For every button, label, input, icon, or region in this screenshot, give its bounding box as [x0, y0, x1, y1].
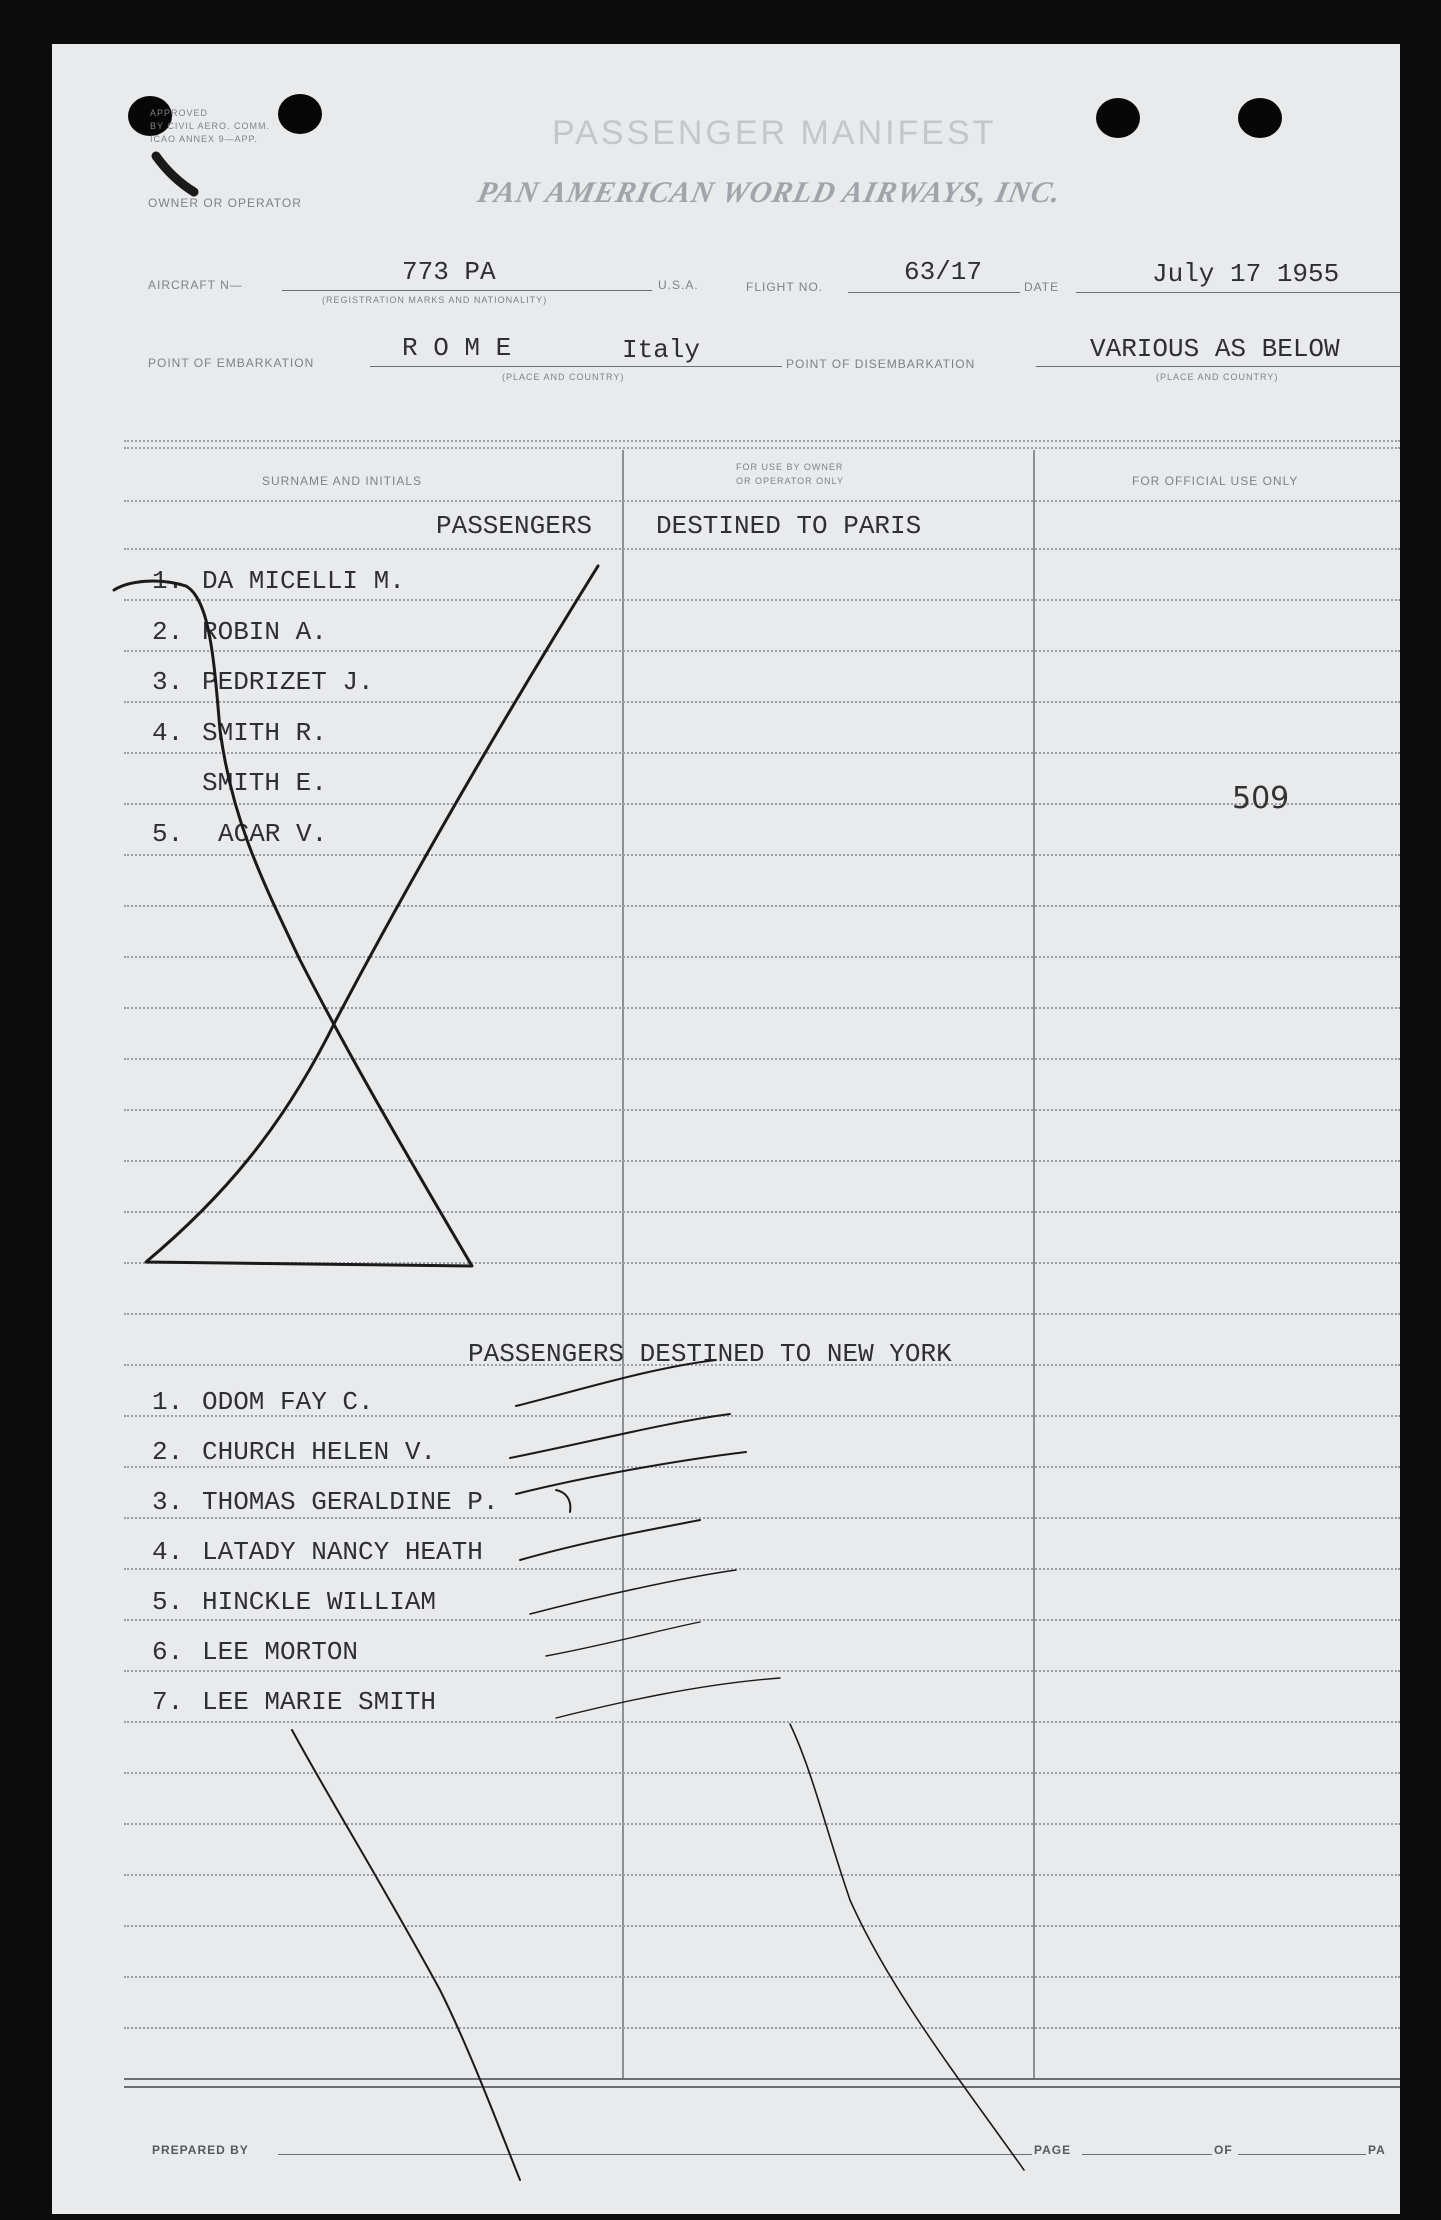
ny-passenger-name: THOMAS GERALDINE P.	[202, 1487, 499, 1517]
approval-line-3: ICAO ANNEX 9—APP.	[150, 134, 258, 144]
ink-smudge	[156, 156, 194, 192]
check-mark	[520, 1520, 700, 1560]
approval-line-2: BY CIVIL AERO. COMM.	[150, 121, 271, 131]
ny-passenger-name: ODOM FAY C.	[202, 1387, 374, 1417]
cross-out-mark	[114, 566, 598, 1266]
prepared-by-label: PREPARED BY	[152, 2143, 249, 2157]
date-value: July 17 1955	[1152, 259, 1340, 289]
check-mark	[546, 1622, 700, 1656]
paris-passenger-num: 3.	[152, 667, 184, 697]
ny-passenger-num: 2.	[152, 1437, 184, 1467]
ny-passenger-name: HINCKLE WILLIAM	[202, 1587, 437, 1617]
check-mark	[556, 1490, 570, 1512]
page-label: PAGE	[1034, 2143, 1072, 2157]
aircraft-label: AIRCRAFT N—	[148, 278, 243, 292]
place-caption: (PLACE AND COUNTRY)	[502, 372, 625, 382]
paris-heading-right: DESTINED TO PARIS	[656, 511, 922, 541]
registration-caption: (REGISTRATION MARKS AND NATIONALITY)	[322, 295, 548, 305]
date-label: DATE	[1024, 280, 1060, 294]
paris-passenger-num: 2.	[152, 617, 184, 647]
pa-label: PA	[1368, 2143, 1386, 2157]
check-mark	[516, 1452, 746, 1494]
ny-passenger-name: CHURCH HELEN V.	[202, 1437, 437, 1467]
col-header-surname: SURNAME AND INITIALS	[262, 474, 423, 488]
ny-passenger-num: 5.	[152, 1587, 184, 1617]
check-mark	[516, 1360, 716, 1406]
col-header-owner-2: OR OPERATOR ONLY	[736, 476, 845, 486]
paris-passenger-name: SMITH E.	[202, 768, 327, 798]
paris-heading-left: PASSENGERS	[436, 511, 593, 541]
approval-line-1: APPROVED	[150, 108, 209, 118]
embarkation-country: Italy	[622, 335, 701, 365]
country-label: U.S.A.	[658, 278, 699, 292]
ny-passenger-name: LEE MARIE SMITH	[202, 1687, 437, 1717]
ny-passenger-name: LATADY NANCY HEATH	[202, 1537, 483, 1567]
flight-value: 63/17	[904, 257, 983, 287]
flight-label: FLIGHT NO.	[746, 280, 824, 294]
diagonal-stroke	[292, 1730, 520, 2180]
paris-passenger-num: 5.	[152, 819, 184, 849]
paris-passenger-name: DA MICELLI M.	[202, 566, 405, 596]
diagonal-stroke	[790, 1724, 1024, 2170]
col-header-official: FOR OFFICIAL USE ONLY	[1132, 474, 1299, 488]
col-header-owner-1: FOR USE BY OWNER	[736, 462, 844, 472]
ny-passenger-name: LEE MORTON	[202, 1637, 359, 1667]
paris-passenger-name: SMITH R.	[202, 718, 327, 748]
ny-passenger-num: 6.	[152, 1637, 184, 1667]
embarkation-label: POINT OF EMBARKATION	[148, 356, 315, 370]
ny-passenger-num: 7.	[152, 1687, 184, 1717]
new-york-heading: PASSENGERS DESTINED TO NEW YORK	[468, 1339, 952, 1369]
check-mark	[556, 1678, 780, 1718]
ny-passenger-num: 3.	[152, 1487, 184, 1517]
paris-passenger-num: 4.	[152, 718, 184, 748]
check-mark	[510, 1414, 730, 1458]
place-caption-2: (PLACE AND COUNTRY)	[1156, 372, 1279, 382]
check-mark	[530, 1570, 736, 1614]
paris-passenger-name: ROBIN A.	[202, 617, 327, 647]
aircraft-value: 773 PA	[402, 257, 496, 287]
embarkation-city: R O M E	[402, 333, 512, 363]
ny-passenger-num: 1.	[152, 1387, 184, 1417]
paris-passenger-name: ACAR V.	[218, 819, 328, 849]
disembarkation-value: VARIOUS AS BELOW	[1090, 334, 1340, 364]
ny-passenger-num: 4.	[152, 1537, 184, 1567]
of-label: OF	[1214, 2143, 1233, 2157]
disembarkation-label: POINT OF DISEMBARKATION	[786, 357, 976, 371]
company-name: PAN AMERICAN WORLD AIRWAYS, INC.	[474, 176, 1065, 209]
paris-passenger-num: 1.	[152, 566, 184, 596]
owner-label: OWNER OR OPERATOR	[148, 196, 302, 210]
manifest-title: PASSENGER MANIFEST	[552, 114, 997, 152]
official-stamp-number: 509	[1232, 781, 1290, 816]
paris-passenger-name: PEDRIZET J.	[202, 667, 374, 697]
